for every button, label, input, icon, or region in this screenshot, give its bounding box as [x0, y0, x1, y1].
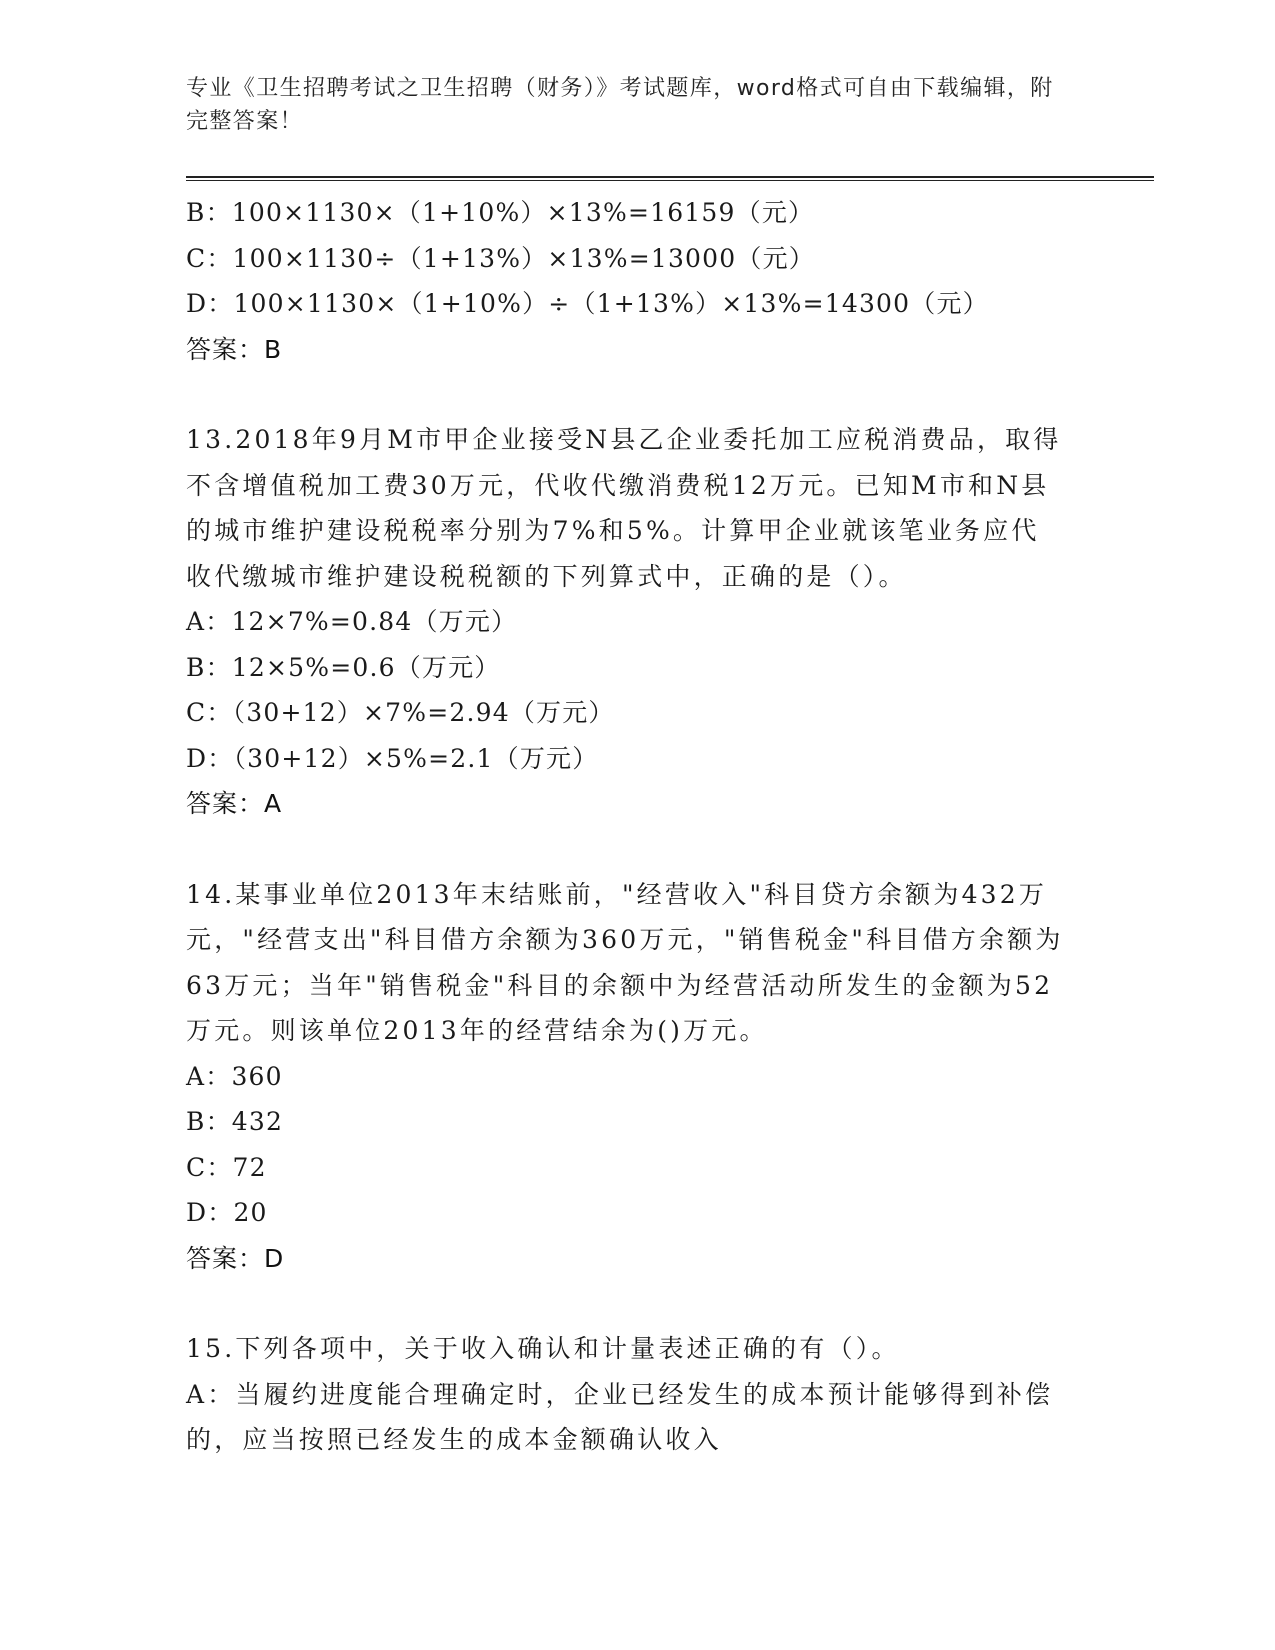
option-c: C：（30+12）×7%=2.94（万元） [186, 698, 615, 727]
question-15 [186, 1326, 1086, 1463]
answer: 答案：B [186, 334, 283, 364]
option-c: C：100×1130÷（1+13%）×13%=13000（元） [186, 243, 815, 273]
document-header: 专业《卫生招聘考试之卫生招聘（财务）》考试题库，word格式可自由下载编辑，附完整答案！ [186, 76, 1054, 134]
option-c: C：72 [186, 1152, 267, 1182]
option-d: D：20 [186, 1198, 268, 1227]
question-text: 15.下列各项中，关于收入确认和计量表述正确的有（）。 [186, 1334, 900, 1363]
answer: 答案：A [186, 789, 283, 818]
option-a: A：当履约进度能合理确定时，企业已经发生的成本预计能够得到补偿的，应当按照已经发生的成本金额确认收入 [186, 1379, 1054, 1454]
question-text: 13.2018年9月M市甲企业接受N县乙企业委托加工应税消费品，取得不含增值税加工费30万元，代收代缴消费税12万元。已知M市和N县的城市维护建设税税率分别为7%和5%。计算甲企业就该笔业务应代收代缴城市维护建设税税额的下列算式中，正确的是（）。 [186, 425, 1062, 591]
question-text: 14.某事业单位2013年末结账前，"经营收入"科目贷方余额为432万元，"经营支出"科目借方余额为360万元，"销售税金"科目借方余额为63万元；当年"销售税金"科目的余额中为经营活动所发生的金额为52万元。则该单位2013年的经营结余为()万元。 [186, 879, 1064, 1045]
option-a: A：12×7%=0.84（万元） [186, 607, 518, 636]
header-divider [186, 176, 1154, 182]
option-a: A：360 [186, 1061, 283, 1091]
answer: 答案：D [186, 1243, 285, 1273]
option-b: B：100×1130×（1+10%）×13%=16159（元） [186, 198, 815, 227]
option-d: D：（30+12）×5%=2.1（万元） [186, 743, 599, 773]
question-14 [186, 872, 1086, 1282]
question-12-continued [186, 190, 1086, 372]
spacer [186, 827, 1086, 872]
header-divider-thin [186, 180, 1154, 181]
spacer [186, 372, 1086, 417]
question-13 [186, 417, 1086, 827]
option-b: B：432 [186, 1107, 284, 1136]
option-b: B：12×5%=0.6（万元） [186, 652, 501, 682]
option-d: D：100×1130×（1+10%）÷（1+13%）×13%=14300（元） [186, 289, 989, 318]
header-divider-thick [186, 176, 1154, 178]
document-body [186, 190, 1086, 1463]
spacer [186, 1281, 1086, 1326]
